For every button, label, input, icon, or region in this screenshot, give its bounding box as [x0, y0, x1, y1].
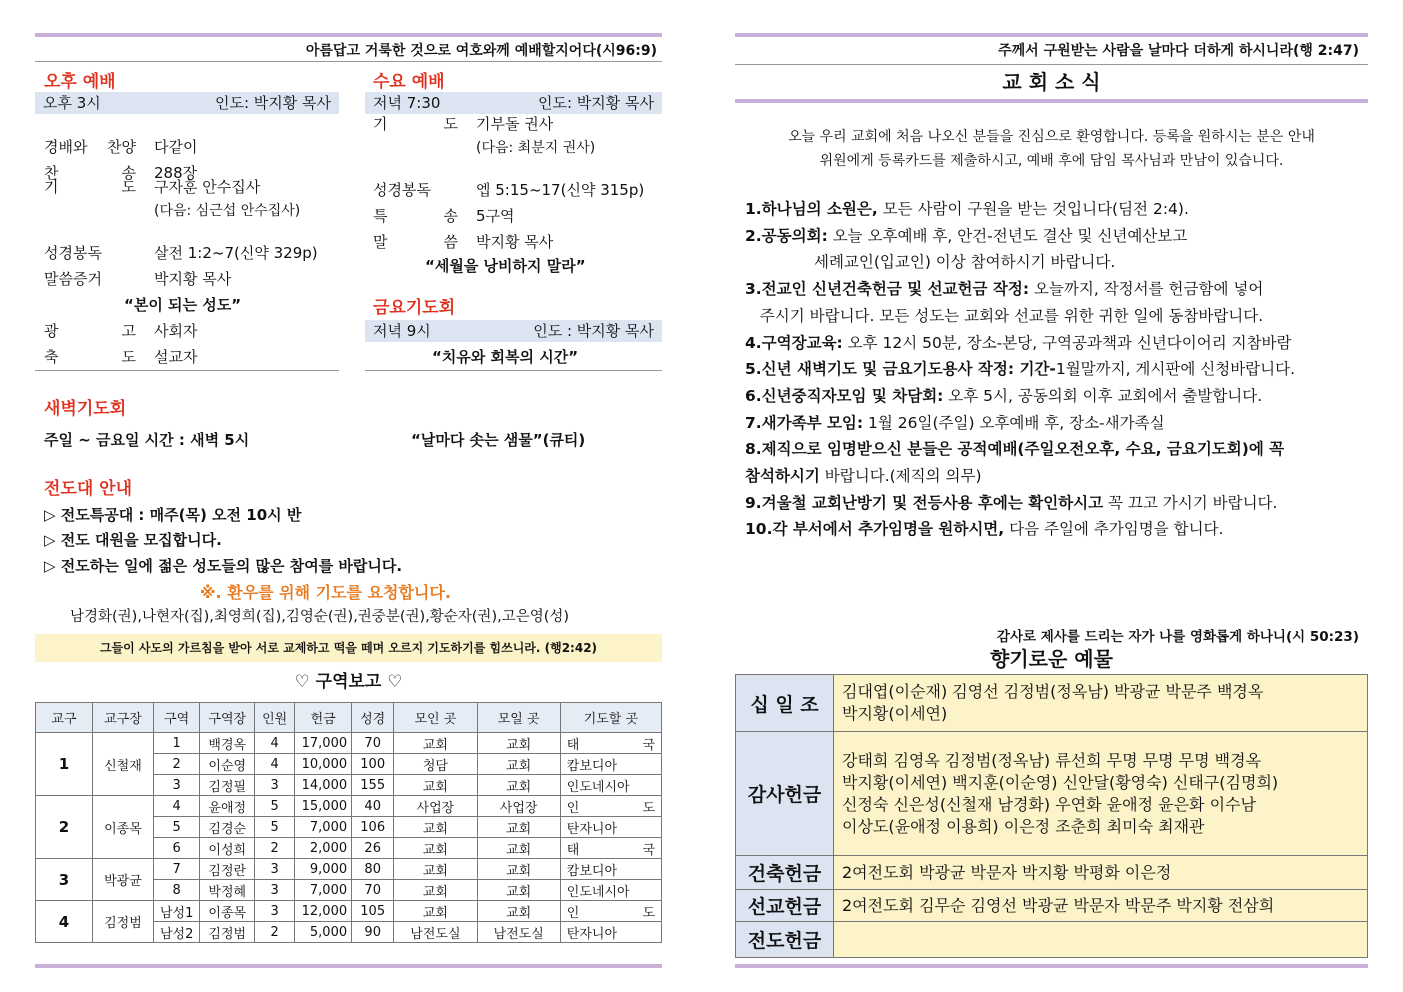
parish-cell: 4	[36, 901, 93, 943]
notice-item: 9.겨울철 교회난방기 및 전등사용 후에는 확인하시고 꼭 끄고 가시기 바랍니다.	[745, 493, 1278, 512]
district-header-cell: 교구	[36, 703, 93, 733]
offering-names: 2여전도회 김무순 김영선 박광균 박문자 박문주 박지황 전삼희	[834, 890, 1368, 922]
parish-leader-cell: 김정범	[92, 901, 153, 943]
notice-item: 4.구역장교육: 오후 12시 50분, 장소-본당, 구역공과책과 신년다이어리 지참바람	[745, 333, 1292, 352]
table-cell: 교회	[394, 880, 477, 901]
table-cell: 인도네시아	[560, 880, 661, 901]
wednesday-time-row	[365, 92, 662, 114]
notice-item: 6.신년중직자모임 및 차담회: 오후 5시, 공동의회 이후 교회에서 출발합니다.	[745, 386, 1263, 405]
district-header-cell: 인원	[255, 703, 295, 733]
afternoon-sermon-title: “본이 되는 성도”	[124, 296, 242, 314]
table-cell: 15,000	[295, 796, 352, 817]
table-cell: 교회	[477, 901, 560, 922]
afternoon-order-item-label: 기 도	[44, 178, 136, 196]
notice-item: 3.전교인 신년건축헌금 및 선교헌금 작정: 오늘까지, 작정서를 헌금함에 넣어	[745, 280, 1264, 299]
wednesday-order-item-label: 기 도	[373, 115, 458, 133]
evangelism-title: 전도대 안내	[44, 479, 133, 499]
table-cell: 90	[352, 922, 394, 943]
table-cell: 12,000	[295, 901, 352, 922]
patient-list: 남경화(권),나현자(집),최영희(집),김영순(권),권중분(권),황순자(권),고은영(성)	[70, 609, 570, 625]
table-cell: 캄보디아	[560, 754, 661, 775]
table-cell: 2	[255, 922, 295, 943]
afternoon-order-item	[44, 177, 300, 221]
table-row	[36, 901, 662, 922]
notice-item: 2.공동의회: 오늘 오후예배 후, 안건-전년도 결산 및 신년예산보고	[745, 226, 1188, 245]
table-cell: 5,000	[295, 922, 352, 943]
wednesday-order-item	[373, 206, 515, 226]
table-cell: 6	[154, 838, 200, 859]
table-cell: 106	[352, 817, 394, 838]
offering-row	[736, 890, 1368, 922]
church-news-title: 교 회 소 식	[1002, 70, 1101, 94]
table-cell: 5	[154, 817, 200, 838]
table-cell: 김정란	[200, 859, 255, 880]
offering-verse: 감사로 제사를 드리는 자가 나를 영화롭게 하나니(시 50:23)	[996, 629, 1359, 645]
district-report-title: ♡ 구역보고 ♡	[294, 672, 403, 692]
table-cell: 백경옥	[200, 733, 255, 754]
table-cell: 교회	[477, 817, 560, 838]
top-divider-left	[35, 33, 662, 37]
table-row	[36, 796, 662, 817]
table-cell: 인도네시아	[560, 775, 661, 796]
table-cell: 26	[352, 838, 394, 859]
table-cell: 7,000	[295, 817, 352, 838]
afternoon-order-item-label: 경배와 찬양	[44, 138, 136, 156]
afternoon-order-item-value: 살전 1:2~7(신약 329p)	[154, 244, 318, 262]
table-cell: 100	[352, 754, 394, 775]
friday-time-row	[365, 320, 662, 342]
afternoon-time: 오후 3시	[43, 94, 101, 112]
wednesday-order-item-value: 5구역	[476, 207, 515, 225]
table-cell: 태 국	[560, 733, 661, 754]
table-cell: 7,000	[295, 880, 352, 901]
dawn-theme: “날마다 솟는 샘물”(큐티)	[411, 431, 586, 449]
table-cell: 4	[255, 733, 295, 754]
table-cell: 교회	[394, 859, 477, 880]
table-cell: 이순영	[200, 754, 255, 775]
district-header-cell: 구역	[154, 703, 200, 733]
wednesday-order-item-value: 기부돌 권사	[476, 115, 554, 133]
table-cell: 인 도	[560, 796, 661, 817]
wednesday-time: 저녁 7:30	[373, 94, 441, 112]
table-cell: 10,000	[295, 754, 352, 775]
table-cell: 교회	[394, 838, 477, 859]
table-cell: 박정혜	[200, 880, 255, 901]
table-cell: 1	[154, 733, 200, 754]
table-row	[36, 859, 662, 880]
table-cell: 80	[352, 859, 394, 880]
offering-names: 김대엽(이순재) 김영선 김정범(정옥남) 박광균 박문주 백경옥 박지황(이세연)	[834, 675, 1368, 732]
dawn-prayer-title: 새벽기도회	[44, 399, 127, 419]
verse-underline-left	[35, 61, 662, 62]
district-header-cell: 모인 곳	[394, 703, 477, 733]
afternoon-order-item-value: 288장	[154, 164, 198, 182]
table-cell: 남전도실	[477, 922, 560, 943]
table-cell: 교회	[477, 838, 560, 859]
afternoon-bottom-line	[35, 370, 339, 371]
wednesday-order-item-value: 박지황 목사	[476, 233, 554, 251]
notice-list	[745, 196, 1295, 543]
table-cell: 8	[154, 880, 200, 901]
notice-item: 참석하시기 바랍니다.(제직의 의무)	[745, 467, 982, 486]
afternoon-closing-item-label: 광 고	[44, 322, 136, 340]
friday-leader: 인도 : 박지황 목사	[533, 322, 654, 340]
parish-cell: 3	[36, 859, 93, 901]
table-cell: 교회	[394, 901, 477, 922]
top-verse-right: 주께서 구원받는 사람을 날마다 더하게 하시니라(행 2:47)	[998, 43, 1359, 59]
table-cell: 2	[154, 754, 200, 775]
district-header-cell: 헌금	[295, 703, 352, 733]
table-cell: 5	[255, 796, 295, 817]
afternoon-order-item-value: 박지황 목사	[154, 270, 232, 288]
district-header-cell: 구역장	[200, 703, 255, 733]
wednesday-order-item	[373, 180, 644, 200]
table-cell: 3	[255, 775, 295, 796]
table-cell: 교회	[394, 817, 477, 838]
table-cell: 탄자니아	[560, 817, 661, 838]
afternoon-order-item-value: 구자훈 안수집사	[154, 178, 261, 196]
afternoon-order-item-value: 다같이	[154, 138, 198, 156]
table-cell: 9,000	[295, 859, 352, 880]
friday-prayer-title: 금요기도회	[373, 298, 456, 318]
table-cell: 사업장	[477, 796, 560, 817]
afternoon-order-item-label: 성경봉독	[44, 244, 102, 262]
wednesday-order-item-label: 특 송	[373, 207, 458, 225]
table-cell: 3	[255, 859, 295, 880]
wednesday-leader: 인도: 박지황 목사	[537, 94, 654, 112]
table-cell: 2	[255, 838, 295, 859]
notice-item: 7.새가족부 모임: 1월 26일(주일) 오후예배 후, 장소-새가족실	[745, 413, 1165, 432]
afternoon-order-item-label: 말씀증거	[44, 270, 102, 288]
table-cell: 이성희	[200, 838, 255, 859]
prayer-request: ※. 환우를 위해 기도를 요청합니다.	[200, 583, 451, 602]
offering-category: 십 일 조	[736, 675, 834, 732]
afternoon-order-item	[44, 269, 231, 289]
wednesday-order-item-label: 성경봉독	[373, 181, 431, 199]
table-cell: 교회	[477, 754, 560, 775]
wednesday-order-item	[373, 114, 595, 158]
afternoon-closing-item-value: 설교자	[154, 348, 198, 366]
table-cell: 청담	[394, 754, 477, 775]
table-cell: 105	[352, 901, 394, 922]
offering-category: 선교헌금	[736, 890, 834, 922]
afternoon-closing-item-value: 사회자	[154, 322, 198, 340]
evangelism-line-3: ▷ 전도하는 일에 젊은 성도들의 많은 참여를 바랍니다.	[44, 557, 403, 575]
wednesday-order-item	[373, 232, 553, 252]
wednesday-sermon-title: “세월을 낭비하지 말라”	[425, 257, 586, 275]
afternoon-order-item	[44, 243, 318, 263]
top-divider-right	[735, 33, 1368, 37]
table-cell: 2,000	[295, 838, 352, 859]
table-cell: 14,000	[295, 775, 352, 796]
table-cell: 사업장	[394, 796, 477, 817]
table-cell: 이종목	[200, 901, 255, 922]
offering-row	[736, 675, 1368, 732]
offering-category: 건축헌금	[736, 856, 834, 890]
notice-item: 5.신년 새벽기도 및 금요기도용사 작정: 기간-1월말까지, 게시판에 신청바랍니다.	[745, 360, 1296, 379]
table-row	[36, 733, 662, 754]
table-cell: 교회	[394, 733, 477, 754]
offering-category: 감사헌금	[736, 732, 834, 856]
parish-leader-cell: 박광균	[92, 859, 153, 901]
afternoon-leader: 인도: 박지황 목사	[214, 94, 331, 112]
wednesday-order-item-label: 말 씀	[373, 233, 458, 251]
table-cell: 김경순	[200, 817, 255, 838]
top-verse-left: 아름답고 거룩한 것으로 여호와께 예배할지어다(시96:9)	[305, 43, 657, 59]
parish-cell: 1	[36, 733, 93, 796]
afternoon-closing-item-label: 축 도	[44, 348, 136, 366]
table-cell: 5	[255, 817, 295, 838]
notice-item: 8.제직으로 임명받으신 분들은 공적예배(주일오전오후, 수요, 금요기도회)에 꼭	[745, 440, 1285, 459]
afternoon-order-item	[44, 137, 197, 157]
table-cell: 교회	[477, 733, 560, 754]
offering-names: 강태희 김영옥 김정범(정옥남) 류선희 무명 무명 무명 백경옥 박지황(이세연) 백지훈(이순영) 신안달(황영숙) 신태구(김명희) 신정숙 신은성(신철재 남경화) 우연화 윤애정 윤은화 이수남 이상도(윤애정 이용희) 이은정 조춘희 최미숙 최재관	[834, 732, 1368, 856]
news-title-divider	[735, 99, 1368, 103]
table-cell: 155	[352, 775, 394, 796]
notice-item: 10.각 부서에서 추가임명을 원하시면, 다음 주일에 추가임명을 합니다.	[745, 520, 1224, 539]
table-cell: 교회	[394, 775, 477, 796]
offering-title: 향기로운 예물	[990, 647, 1113, 671]
welcome-message	[735, 125, 1368, 173]
table-cell: 3	[154, 775, 200, 796]
offering-table	[735, 674, 1368, 958]
table-cell: 70	[352, 880, 394, 901]
afternoon-time-row	[35, 92, 339, 114]
afternoon-worship-title: 오후 예배	[44, 72, 116, 92]
table-cell: 남전도실	[394, 922, 477, 943]
table-cell: 캄보디아	[560, 859, 661, 880]
table-cell: 교회	[477, 880, 560, 901]
parish-cell: 2	[36, 796, 93, 859]
table-cell: 교회	[477, 775, 560, 796]
table-cell: 3	[255, 880, 295, 901]
friday-time: 저녁 9시	[373, 322, 431, 340]
notice-item: 1.하나님의 소원은, 모든 사람이 구원을 받는 것입니다(딤전 2:4).	[745, 200, 1189, 218]
table-cell: 인 도	[560, 901, 661, 922]
notice-item: 주시기 바랍니다. 모든 성도는 교회와 선교를 위한 귀한 일에 동참바랍니다.	[745, 306, 1264, 325]
offering-names: 2여전도회 박광균 박문자 박지황 박평화 이은정	[834, 856, 1368, 890]
table-cell: 4	[154, 796, 200, 817]
notice-item: 세례교인(입교인) 이상 참여하시기 바랍니다.	[745, 253, 1116, 272]
dawn-time: 주일 ~ 금요일 시간 : 새벽 5시	[44, 431, 250, 449]
district-header-cell: 교구장	[92, 703, 153, 733]
evangelism-line-2: ▷ 전도 대원을 모집합니다.	[44, 531, 222, 549]
offering-row	[736, 856, 1368, 890]
district-header-cell: 성경	[352, 703, 394, 733]
afternoon-closing-item	[44, 321, 197, 341]
afternoon-order-item-label: 찬 송	[44, 164, 136, 182]
district-header-cell: 모일 곳	[477, 703, 560, 733]
table-cell: 남성2	[154, 922, 200, 943]
table-cell: 40	[352, 796, 394, 817]
bottom-divider-right	[735, 964, 1368, 968]
afternoon-order-item-note: (다음: 심근섭 안수집사)	[154, 203, 301, 219]
district-report-table	[35, 702, 662, 943]
table-cell: 교회	[477, 859, 560, 880]
friday-theme: “치유와 회복의 시간”	[432, 348, 579, 366]
table-cell: 김정필	[200, 775, 255, 796]
bottom-verse-left: 그들이 사도의 가르침을 받아 서로 교제하고 떡을 떼며 오르지 기도하기를 힘쓰니라. (행2:42)	[99, 641, 598, 655]
table-cell: 4	[255, 754, 295, 775]
welcome-line-2: 위원에게 등록카드를 제출하시고, 예배 후에 담임 목사님과 만남이 있습니다.	[819, 153, 1284, 169]
table-cell: 3	[255, 901, 295, 922]
offering-names	[834, 922, 1368, 958]
table-cell: 7	[154, 859, 200, 880]
parish-leader-cell: 신철재	[92, 733, 153, 796]
welcome-line-1: 오늘 우리 교회에 처음 나오신 분들을 진심으로 환영합니다. 등록을 원하시는 분은 안내	[788, 129, 1315, 145]
verse-underline-right	[735, 64, 1368, 65]
bottom-divider-left	[35, 964, 662, 968]
table-cell: 윤애정	[200, 796, 255, 817]
table-cell: 태 국	[560, 838, 661, 859]
wednesday-order-item-note: (다음: 최분지 권사)	[476, 140, 596, 156]
afternoon-closing-item	[44, 347, 197, 367]
table-cell: 탄자니아	[560, 922, 661, 943]
district-header-cell: 기도할 곳	[560, 703, 661, 733]
offering-row	[736, 732, 1368, 856]
wednesday-worship-title: 수요 예배	[373, 72, 445, 92]
offering-category: 전도헌금	[736, 922, 834, 958]
table-cell: 70	[352, 733, 394, 754]
friday-bottom-line	[365, 370, 662, 371]
table-cell: 남성1	[154, 901, 200, 922]
wednesday-order-item-value: 엡 5:15~17(신약 315p)	[476, 181, 645, 199]
evangelism-line-1: ▷ 전도특공대 : 매주(목) 오전 10시 반	[44, 506, 302, 524]
table-cell: 김정범	[200, 922, 255, 943]
table-cell: 17,000	[295, 733, 352, 754]
offering-row	[736, 922, 1368, 958]
parish-leader-cell: 이종목	[92, 796, 153, 859]
